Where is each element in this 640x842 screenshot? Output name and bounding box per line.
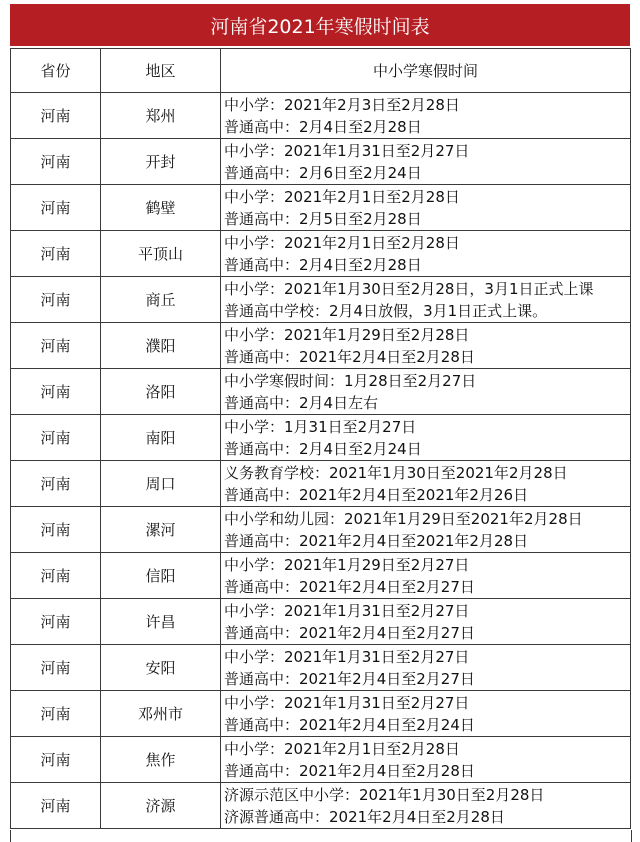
primary-schedule: 中小学：2021年1月29日至2月28日	[224, 325, 470, 344]
province-cell: 河南	[11, 231, 101, 277]
province-cell: 河南	[11, 277, 101, 323]
province-cell: 河南	[11, 599, 101, 645]
highschool-schedule: 普通高中学校：2月4日放假，3月1日正式上课。	[224, 301, 548, 320]
primary-schedule: 济源示范区中小学：2021年1月30日至2月28日	[224, 785, 545, 804]
region-cell: 濮阳	[101, 323, 221, 369]
header-times: 中小学寒假时间	[221, 49, 631, 93]
primary-schedule: 中小学：2021年2月3日至2月28日	[224, 95, 460, 114]
highschool-schedule: 普通高中：2021年2月4日至2月27日	[224, 577, 475, 596]
table-row	[11, 783, 631, 829]
times-cell	[221, 415, 631, 461]
table-row	[11, 139, 631, 185]
highschool-schedule: 普通高中：2021年2月4日至2021年2月26日	[224, 485, 529, 504]
cutoff-row	[10, 830, 632, 842]
table-header	[11, 49, 631, 93]
times-cell	[221, 185, 631, 231]
table-row	[11, 185, 631, 231]
header-province: 省份	[11, 49, 101, 93]
region-cell: 郑州	[101, 93, 221, 139]
times-cell	[221, 93, 631, 139]
times-cell	[221, 645, 631, 691]
region-cell: 洛阳	[101, 369, 221, 415]
table-row	[11, 461, 631, 507]
primary-schedule: 中小学：2021年1月31日至2月27日	[224, 141, 470, 160]
region-cell: 信阳	[101, 553, 221, 599]
region-cell: 商丘	[101, 277, 221, 323]
times-cell	[221, 553, 631, 599]
holiday-table	[10, 48, 631, 829]
table-row	[11, 737, 631, 783]
province-cell: 河南	[11, 783, 101, 829]
primary-schedule: 中小学：2021年1月30日至2月28日，3月1日正式上课	[224, 279, 594, 298]
region-cell: 鹤壁	[101, 185, 221, 231]
times-cell	[221, 369, 631, 415]
region-cell: 周口	[101, 461, 221, 507]
region-cell: 许昌	[101, 599, 221, 645]
times-cell	[221, 461, 631, 507]
highschool-schedule: 普通高中：2月4日至2月28日	[224, 255, 422, 274]
province-cell: 河南	[11, 645, 101, 691]
primary-schedule: 中小学：2021年1月31日至2月27日	[224, 601, 470, 620]
province-cell: 河南	[11, 553, 101, 599]
primary-schedule: 中小学寒假时间：1月28日至2月27日	[224, 371, 477, 390]
table-row	[11, 93, 631, 139]
region-cell: 安阳	[101, 645, 221, 691]
region-cell: 邓州市	[101, 691, 221, 737]
times-cell	[221, 139, 631, 185]
table-row	[11, 645, 631, 691]
region-cell: 济源	[101, 783, 221, 829]
times-cell	[221, 507, 631, 553]
table-row	[11, 507, 631, 553]
primary-schedule: 中小学：2021年1月29日至2月27日	[224, 555, 470, 574]
region-cell: 开封	[101, 139, 221, 185]
region-cell: 平顶山	[101, 231, 221, 277]
region-cell: 焦作	[101, 737, 221, 783]
primary-schedule: 中小学：1月31日至2月27日	[224, 417, 417, 436]
province-cell: 河南	[11, 93, 101, 139]
header-row	[11, 49, 631, 93]
times-cell	[221, 599, 631, 645]
highschool-schedule: 普通高中：2021年2月4日至2月28日	[224, 761, 475, 780]
times-cell	[221, 691, 631, 737]
highschool-schedule: 普通高中：2021年2月4日至2月28日	[224, 347, 475, 366]
times-cell	[221, 323, 631, 369]
table-row	[11, 277, 631, 323]
table-row	[11, 323, 631, 369]
highschool-schedule: 普通高中：2021年2月4日至2021年2月28日	[224, 531, 529, 550]
table-row	[11, 231, 631, 277]
table-title: 河南省2021年寒假时间表	[10, 4, 630, 46]
table-row	[11, 553, 631, 599]
primary-schedule: 中小学：2021年2月1日至2月28日	[224, 187, 460, 206]
highschool-schedule: 济源普通高中：2021年2月4日至2月28日	[224, 807, 505, 826]
region-cell: 南阳	[101, 415, 221, 461]
highschool-schedule: 普通高中：2月4日左右	[224, 393, 379, 412]
times-cell	[221, 277, 631, 323]
primary-schedule: 中小学：2021年2月1日至2月28日	[224, 233, 460, 252]
primary-schedule: 中小学：2021年1月31日至2月27日	[224, 647, 470, 666]
province-cell: 河南	[11, 507, 101, 553]
province-cell: 河南	[11, 415, 101, 461]
province-cell: 河南	[11, 323, 101, 369]
province-cell: 河南	[11, 737, 101, 783]
table-row	[11, 369, 631, 415]
times-cell	[221, 737, 631, 783]
primary-schedule: 义务教育学校：2021年1月30日至2021年2月28日	[224, 463, 568, 482]
province-cell: 河南	[11, 691, 101, 737]
highschool-schedule: 普通高中：2021年2月4日至2月24日	[224, 715, 475, 734]
province-cell: 河南	[11, 185, 101, 231]
highschool-schedule: 普通高中：2月4日至2月24日	[224, 439, 422, 458]
primary-schedule: 中小学和幼儿园：2021年1月29日至2021年2月28日	[224, 509, 583, 528]
highschool-schedule: 普通高中：2021年2月4日至2月27日	[224, 669, 475, 688]
highschool-schedule: 普通高中：2021年2月4日至2月27日	[224, 623, 475, 642]
table-row	[11, 691, 631, 737]
primary-schedule: 中小学：2021年2月1日至2月28日	[224, 739, 460, 758]
province-cell: 河南	[11, 461, 101, 507]
highschool-schedule: 普通高中：2月4日至2月28日	[224, 117, 422, 136]
highschool-schedule: 普通高中：2月6日至2月24日	[224, 163, 422, 182]
region-cell: 漯河	[101, 507, 221, 553]
table-body	[11, 93, 631, 829]
province-cell: 河南	[11, 139, 101, 185]
header-region: 地区	[101, 49, 221, 93]
highschool-schedule: 普通高中：2月5日至2月28日	[224, 209, 422, 228]
primary-schedule: 中小学：2021年1月31日至2月27日	[224, 693, 470, 712]
times-cell	[221, 783, 631, 829]
table-row	[11, 415, 631, 461]
province-cell: 河南	[11, 369, 101, 415]
table-row	[11, 599, 631, 645]
times-cell	[221, 231, 631, 277]
